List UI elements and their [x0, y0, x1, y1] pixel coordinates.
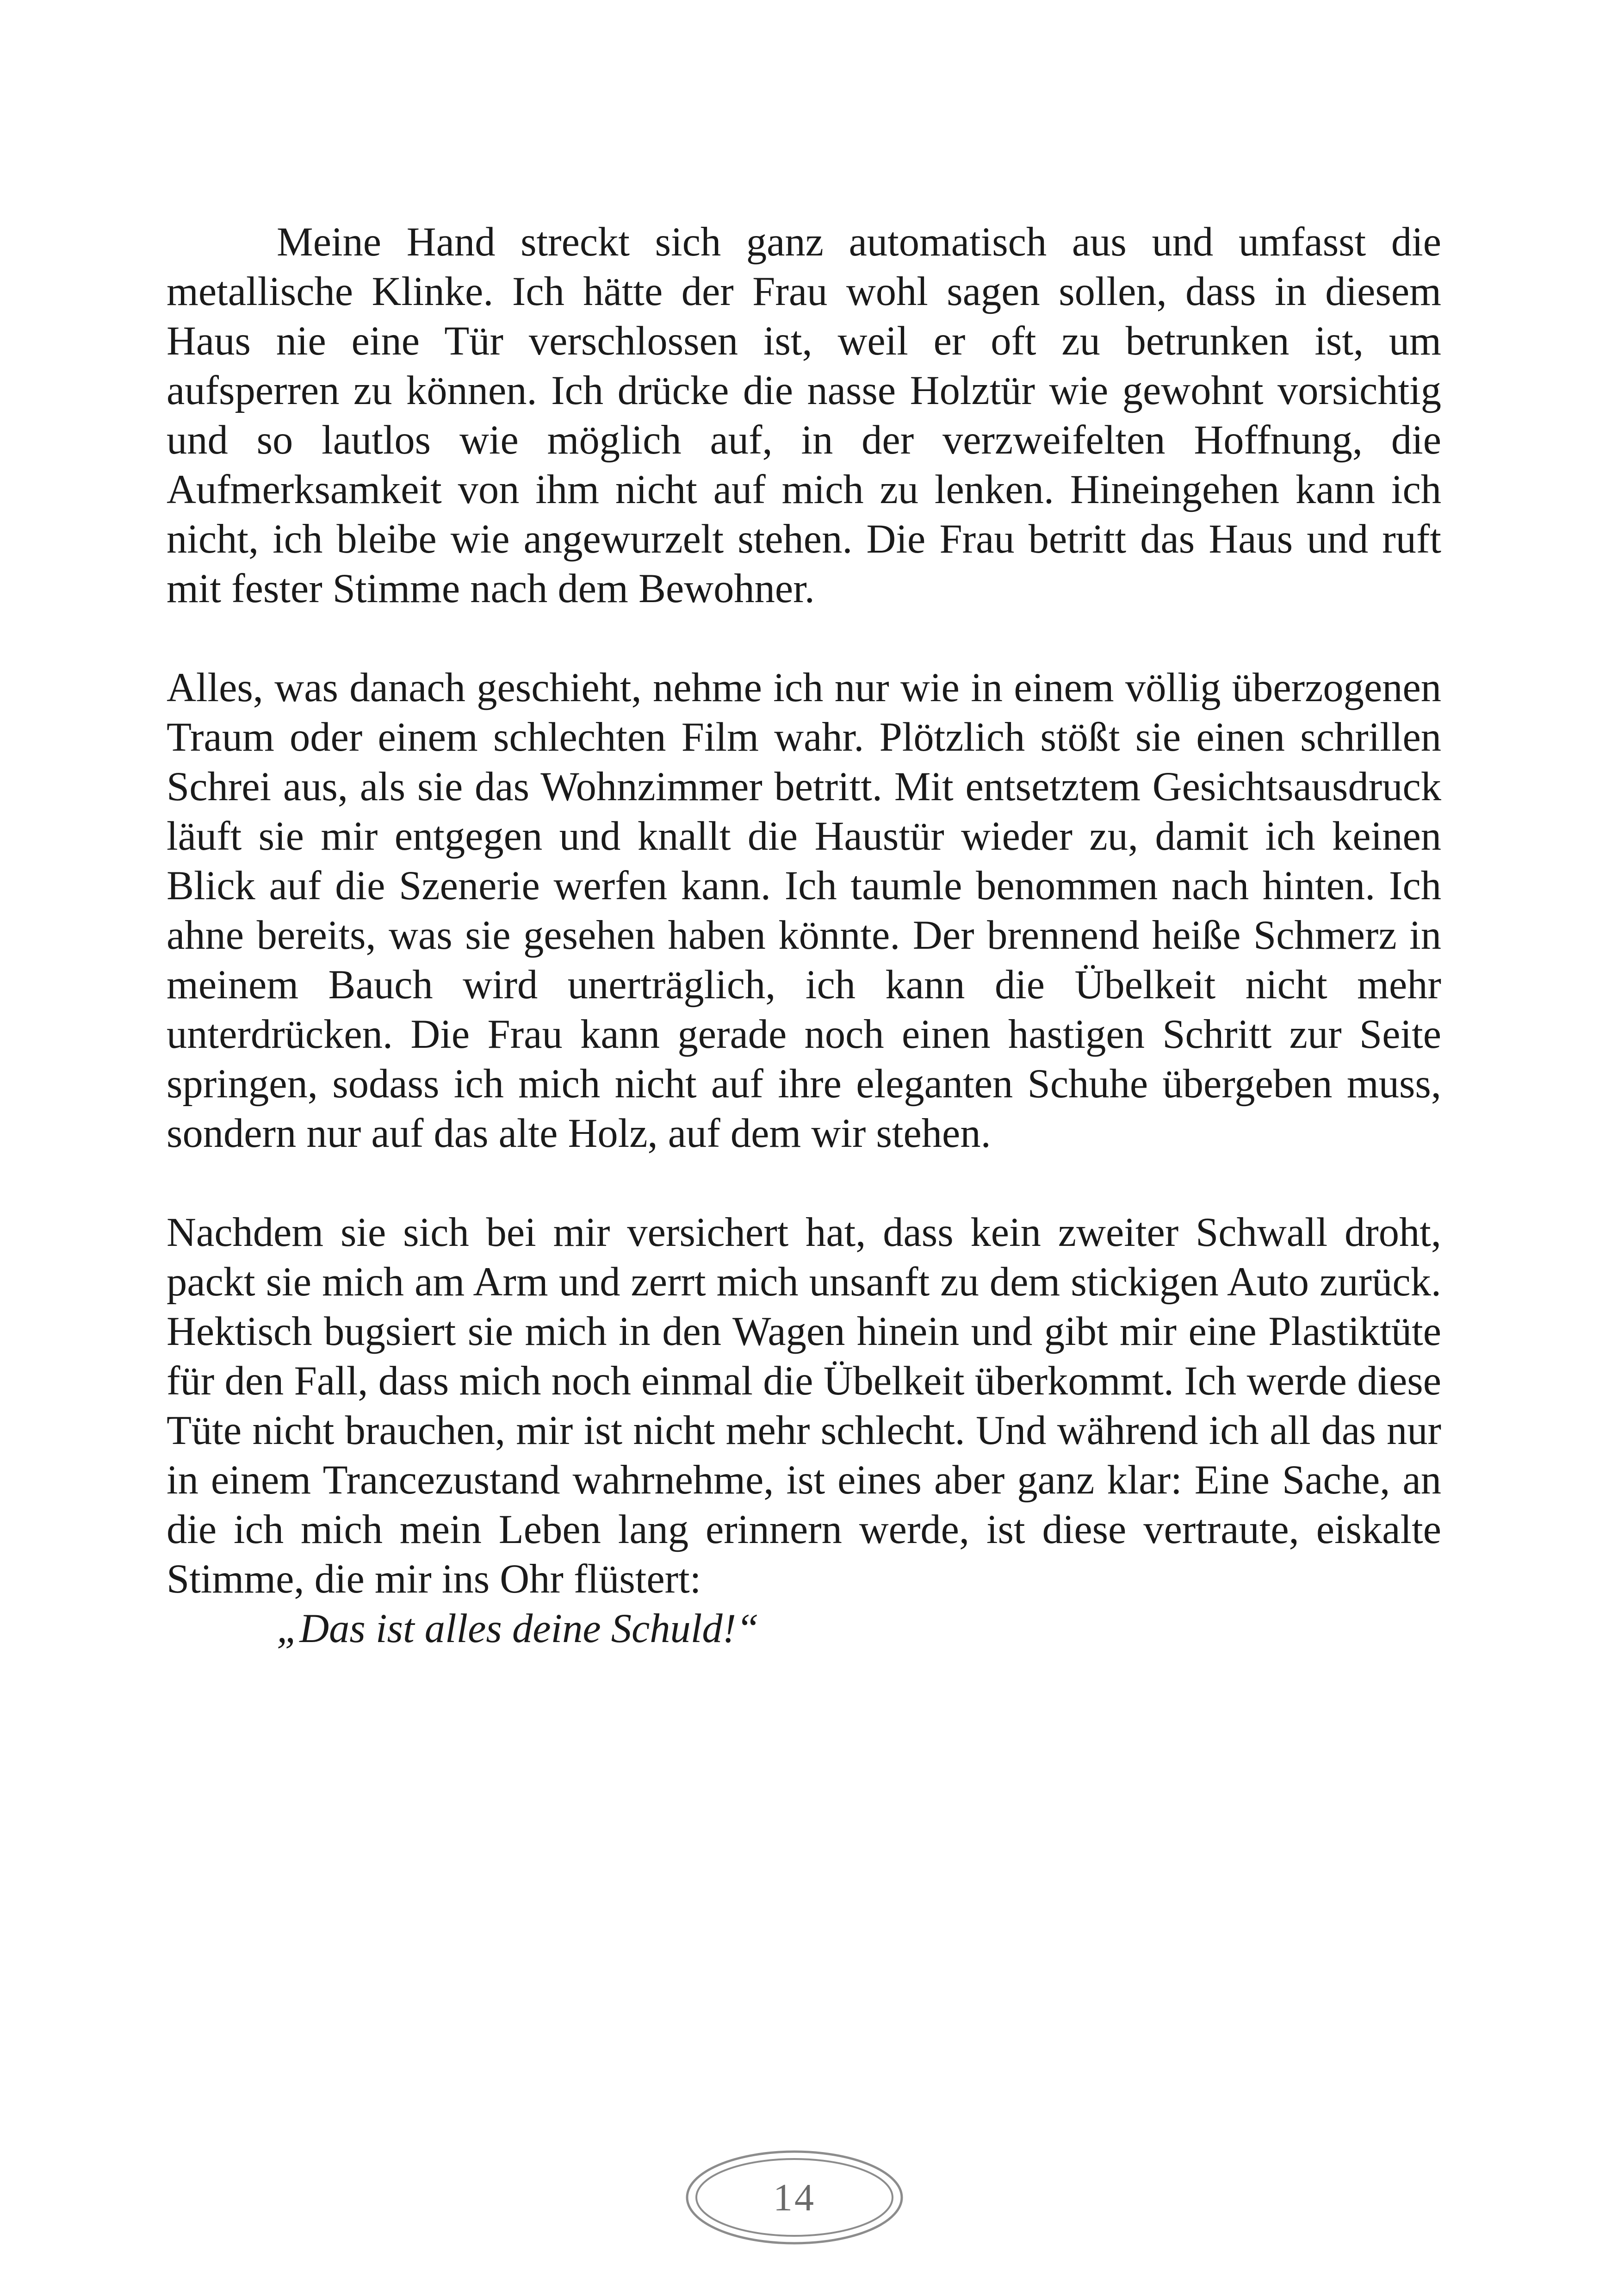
paragraph-2: Alles, was danach geschieht, nehme ich nur wie in einem völlig überzogenen Traum oder einem schlechten Film wahr. Plötzlich stößt sie einen schrillen Schrei aus, als sie das Wohnzimmer betritt. Mit entsetztem Gesichtsausdruck läuft sie mir entgegen und knallt die Haustür wieder zu, damit ich keinen Blick auf die Szenerie werfen kann. Ich taumle benommen nach hinten. Ich ahne bereits, was sie gesehen haben könnte. Der brennend heiße Schmerz in meinem Bauch wird unerträglich, ich kann die Übelkeit nicht mehr unterdrücken. Die Frau kann gerade noch einen hastigen Schritt zur Seite springen, sodass ich mich nicht auf ihre eleganten Schuhe übergeben muss, sondern nur auf das alte Holz, auf dem wir stehen.: [167, 665, 1441, 1156]
paragraph-1: Meine Hand streckt sich ganz automatisch aus und umfasst die metallische Klinke. Ich hätte der Frau wohl sagen sollen, dass in diesem Haus nie eine Tür verschlossen ist, weil er oft zu betrunken ist, um aufsperren zu können. Ich drücke die nasse Holztür wie gewohnt vorsichtig und so lautlos wie möglich auf, in der verzweifelten Hoffnung, die Aufmerksamkeit von ihm nicht auf mich zu lenken. Hineingehen kann ich nicht, ich bleibe wie angewurzelt stehen. Die Frau betritt das Haus und ruft mit fester Stimme nach dem Bewohner.: [167, 219, 1441, 611]
page-number-badge: [684, 2148, 905, 2246]
body-text: [167, 218, 1441, 1654]
paragraph-3: Nachdem sie sich bei mir versichert hat, dass kein zweiter Schwall droht, packt sie mich am Arm und zerrt mich unsanft zu dem stickigen Auto zurück. Hektisch bugsiert sie mich in den Wagen hinein und gibt mir eine Plastiktüte für den Fall, dass mich noch einmal die Übelkeit überkommt. Ich werde diese Tüte nicht brauchen, mir ist nicht mehr schlecht. Und während ich all das nur in einem Trancezustand wahrnehme, ist eines aber ganz klar: Eine Sache, an die ich mich mein Leben lang erinnern werde, ist diese vertraute, eiskalte Stimme, die mir ins Ohr flüstert:: [167, 1210, 1441, 1602]
italic-quote: „Das ist alles deine Schuld!“: [277, 1606, 759, 1651]
page-number: 14: [773, 2176, 816, 2219]
